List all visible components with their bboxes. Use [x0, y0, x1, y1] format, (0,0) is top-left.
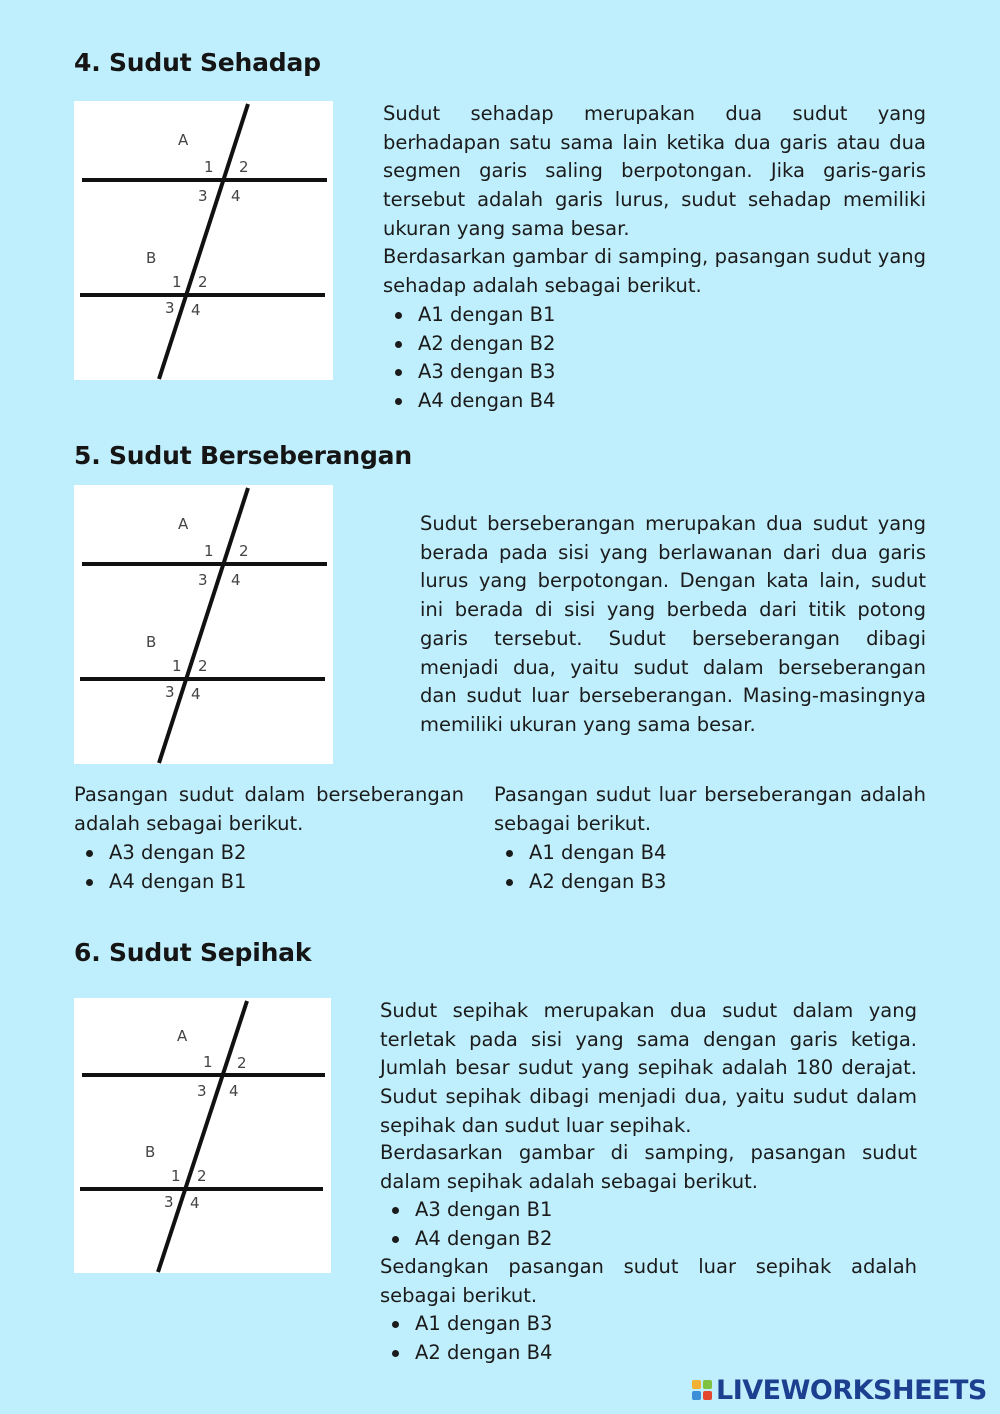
svg-text:2: 2 — [239, 158, 249, 176]
list-item: A3 dengan B3 — [383, 358, 926, 387]
paragraph: Sedangkan pasangan sudut luar sepihak adalah sebagai berikut. — [380, 1255, 917, 1307]
liveworksheets-icon — [692, 1380, 712, 1400]
svg-text:2: 2 — [198, 273, 208, 291]
svg-text:4: 4 — [231, 571, 241, 589]
angle-figure — [74, 101, 333, 380]
svg-text:3: 3 — [197, 1082, 207, 1100]
list-item: A2 dengan B3 — [494, 868, 926, 897]
label-a: A — [177, 1027, 188, 1045]
label-a: A — [178, 131, 189, 149]
svg-text:3: 3 — [198, 571, 208, 589]
svg-text:2: 2 — [239, 542, 249, 560]
svg-text:4: 4 — [191, 301, 201, 319]
label-b: B — [146, 633, 157, 651]
section-6-title: 6. Sudut Sepihak — [74, 938, 312, 967]
paragraph: Pasangan sudut luar berseberangan adalah sebagai berikut. — [494, 783, 926, 835]
label-b: B — [146, 249, 157, 267]
paragraph: Sudut sehadap merupakan dua sudut yang berhadapan satu sama lain ketika dua garis atau dua segmen garis saling berpotongan. Jika garis-garis tersebut adalah garis lurus, sudut sehadap memiliki ukuran yang sama besar. — [383, 102, 926, 240]
svg-text:1: 1 — [171, 1167, 181, 1185]
bullet-list — [380, 1310, 917, 1367]
bullet-list — [380, 1196, 917, 1253]
liveworksheets-logo[interactable] — [692, 1374, 987, 1406]
svg-text:3: 3 — [164, 1193, 174, 1211]
list-item: A2 dengan B2 — [383, 330, 926, 359]
logo-text: LIVEWORKSHEETS — [716, 1374, 987, 1406]
paragraph: Sudut sepihak merupakan dua sudut dalam yang terletak pada sisi yang sama dengan garis ketiga. Jumlah besar sudut yang sepihak adalah 180 derajat. Sudut sepihak dibagi menjadi dua, yaitu sudut dalam sepihak dan sudut luar sepihak. — [380, 999, 917, 1137]
bullet-list — [74, 839, 464, 896]
list-item: A2 dengan B4 — [380, 1339, 917, 1368]
paragraph: Berdasarkan gambar di samping, pasangan sudut yang sehadap adalah sebagai berikut. — [383, 245, 926, 297]
svg-text:2: 2 — [198, 657, 208, 675]
list-item: A1 dengan B4 — [494, 839, 926, 868]
list-item: A3 dengan B2 — [74, 839, 464, 868]
svg-text:3: 3 — [198, 187, 208, 205]
section-5-title: 5. Sudut Berseberangan — [74, 441, 412, 470]
label-a: A — [178, 515, 189, 533]
section-4-title: 4. Sudut Sehadap — [74, 48, 321, 77]
bullet-list — [383, 301, 926, 416]
svg-text:2: 2 — [197, 1167, 207, 1185]
svg-text:1: 1 — [172, 273, 182, 291]
svg-text:3: 3 — [165, 683, 175, 701]
svg-text:1: 1 — [204, 542, 214, 560]
list-item: A4 dengan B4 — [383, 387, 926, 416]
list-item: A4 dengan B2 — [380, 1225, 917, 1254]
svg-text:4: 4 — [231, 187, 241, 205]
list-item: A3 dengan B1 — [380, 1196, 917, 1225]
svg-text:1: 1 — [172, 657, 182, 675]
svg-text:4: 4 — [191, 685, 201, 703]
svg-text:3: 3 — [165, 299, 175, 317]
list-item: A4 dengan B1 — [74, 868, 464, 897]
angle-figure — [74, 485, 333, 764]
paragraph: Berdasarkan gambar di samping, pasangan sudut dalam sepihak adalah sebagai berikut. — [380, 1141, 917, 1193]
list-item: A1 dengan B1 — [383, 301, 926, 330]
svg-text:2: 2 — [237, 1054, 247, 1072]
paragraph: Sudut berseberangan merupakan dua sudut yang berada pada sisi yang berlawanan dari dua garis lurus yang berpotongan. Dengan kata lain, sudut ini berada di sisi yang berbeda dari titik potong garis tersebut. Sudut berseberangan dibagi menjadi dua, yaitu sudut dalam berseberangan dan sudut luar berseberangan. Masing-masingnya memiliki ukuran yang sama besar. — [420, 512, 926, 736]
svg-text:1: 1 — [203, 1053, 213, 1071]
svg-text:1: 1 — [204, 158, 214, 176]
svg-text:4: 4 — [229, 1082, 239, 1100]
svg-text:4: 4 — [190, 1194, 200, 1212]
angle-figure — [74, 998, 331, 1273]
label-b: B — [145, 1143, 156, 1161]
list-item: A1 dengan B3 — [380, 1310, 917, 1339]
bullet-list — [494, 839, 926, 896]
paragraph: Pasangan sudut dalam berseberangan adalah sebagai berikut. — [74, 783, 464, 835]
